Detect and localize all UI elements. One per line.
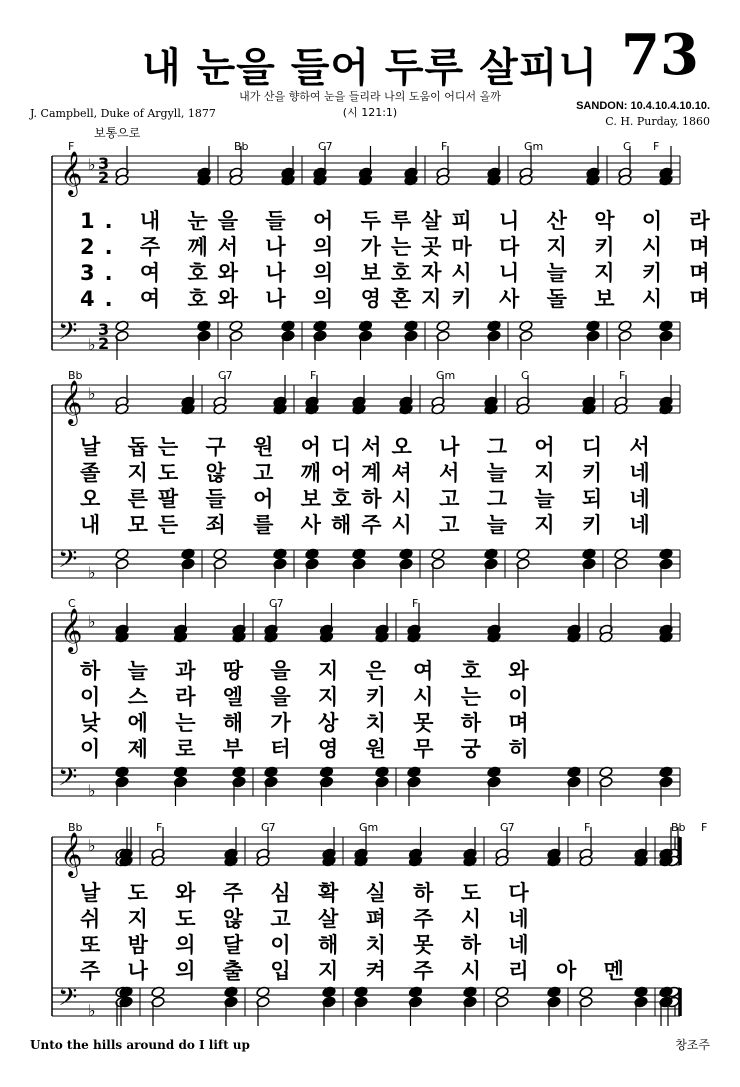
chord-symbol: C bbox=[521, 369, 529, 382]
composer-credit: C. H. Purday, 1860 bbox=[605, 115, 710, 128]
lyricist-credit: J. Campbell, Duke of Argyll, 1877 bbox=[30, 107, 216, 120]
chord-symbol: F bbox=[412, 597, 419, 610]
chord-symbol: Bb bbox=[234, 140, 249, 153]
lyric-line: 4. 여 호와 나 의 영혼지키 사 돌 보 시 며 bbox=[80, 287, 720, 311]
chord-symbol: Gm bbox=[359, 821, 379, 834]
chord-symbol: Gm bbox=[436, 369, 456, 382]
chord-symbol: F bbox=[310, 369, 317, 382]
chord-symbol: F bbox=[441, 140, 448, 153]
flat-sign: ♭ bbox=[88, 384, 96, 403]
lyric-line: 1. 내 눈을 들 어 두루살피 니 산 악 이 라 bbox=[80, 209, 720, 233]
treble-clef: 𝄞 bbox=[60, 380, 83, 424]
chord-symbol: C7 bbox=[269, 597, 284, 610]
scripture-text: 내가 산을 향하여 눈을 들리라 나의 도움이 어디서 올까 bbox=[239, 90, 501, 103]
lyric-line: 날 도 와 주 심 확 실 하 도 다 bbox=[80, 881, 539, 905]
time-signature: 3 bbox=[98, 154, 110, 173]
flat-sign: ♭ bbox=[88, 781, 96, 800]
chord-symbol: C bbox=[68, 597, 76, 610]
chord-symbol: Bb bbox=[68, 369, 83, 382]
lyric-line: 쉬 지 도 않 고 살 펴 주 시 네 bbox=[80, 907, 539, 931]
chord-symbol: F bbox=[701, 821, 708, 834]
lyric-line: 2. 주 께서 나 의 가는곳마 다 지 키 시 며 bbox=[80, 235, 720, 259]
chord-symbol: F bbox=[584, 821, 591, 834]
category-label: 창조주 bbox=[675, 1038, 710, 1052]
flat-sign: ♭ bbox=[88, 836, 96, 855]
chord-symbol: C bbox=[623, 140, 631, 153]
chord-symbol: C7 bbox=[500, 821, 515, 834]
chord-symbol: C7 bbox=[318, 140, 333, 153]
time-signature: 2 bbox=[98, 334, 110, 353]
chord-symbol: F bbox=[156, 821, 163, 834]
flat-sign: ♭ bbox=[88, 1001, 96, 1020]
lyric-line: 하 늘 과 땅 을 지 은 여 호 와 bbox=[80, 659, 539, 683]
scripture-reference: (시 121:1) bbox=[342, 106, 398, 119]
treble-clef: 𝄞 bbox=[60, 151, 83, 195]
lyric-line: 3. 여 호와 나 의 보호자시 니 늘 지 키 며 bbox=[80, 261, 720, 285]
lyric-line: 주 나 의 출 입 지 켜 주 시 리 아 멘 bbox=[80, 959, 634, 983]
chord-symbol: F bbox=[619, 369, 626, 382]
treble-clef: 𝄞 bbox=[60, 608, 83, 652]
bass-clef: 𝄢 bbox=[58, 763, 78, 798]
bass-clef: 𝄢 bbox=[58, 545, 78, 580]
time-signature: 3 bbox=[98, 320, 110, 339]
lyric-line: 내 모든 죄 를 사해주시 고 늘 지 키 네 bbox=[80, 513, 660, 537]
time-signature: 2 bbox=[98, 168, 110, 187]
bass-staff bbox=[52, 768, 680, 796]
lyric-line: 이 제 로 부 터 영 원 무 궁 히 bbox=[80, 737, 539, 761]
treble-clef: 𝄞 bbox=[60, 832, 83, 876]
lyric-line: 또 밤 의 달 이 해 치 못 하 네 bbox=[80, 933, 539, 957]
chord-symbol: Gm bbox=[524, 140, 544, 153]
chord-symbol: C7 bbox=[218, 369, 233, 382]
flat-sign: ♭ bbox=[88, 612, 96, 631]
hymn-title: 내 눈을 들어 두루 살피니 bbox=[141, 45, 599, 91]
lyric-line: 오 른팔 들 어 보호하시 고 그 늘 되 네 bbox=[80, 487, 660, 511]
flat-sign: ♭ bbox=[88, 335, 96, 354]
hymn-number: 73 bbox=[621, 22, 699, 88]
chord-symbol: F bbox=[653, 140, 660, 153]
flat-sign: ♭ bbox=[88, 155, 96, 174]
treble-staff bbox=[52, 613, 680, 641]
chord-symbol: Bb bbox=[671, 821, 686, 834]
chord-symbol: F bbox=[68, 140, 75, 153]
lyric-line: 날 돕는 구 원 어디서오 나 그 어 디 서 bbox=[80, 435, 660, 459]
chord-symbol: Bb bbox=[68, 821, 83, 834]
tune-name: SANDON: 10.4.10.4.10.10. bbox=[576, 100, 710, 112]
chord-symbol: C7 bbox=[261, 821, 276, 834]
flat-sign: ♭ bbox=[88, 563, 96, 582]
bass-clef: 𝄢 bbox=[58, 983, 78, 1018]
lyric-line: 이 스 라 엘 을 지 키 시 는 이 bbox=[80, 685, 539, 709]
english-title: Unto the hills around do I lift up bbox=[30, 1038, 250, 1052]
lyric-line: 졸 지도 않 고 깨어계셔 서 늘 지 키 네 bbox=[80, 461, 660, 485]
lyric-line: 낮 에 는 해 가 상 치 못 하 며 bbox=[80, 711, 539, 735]
bass-clef: 𝄢 bbox=[58, 317, 78, 352]
tempo-marking: 보통으로 bbox=[94, 126, 141, 140]
